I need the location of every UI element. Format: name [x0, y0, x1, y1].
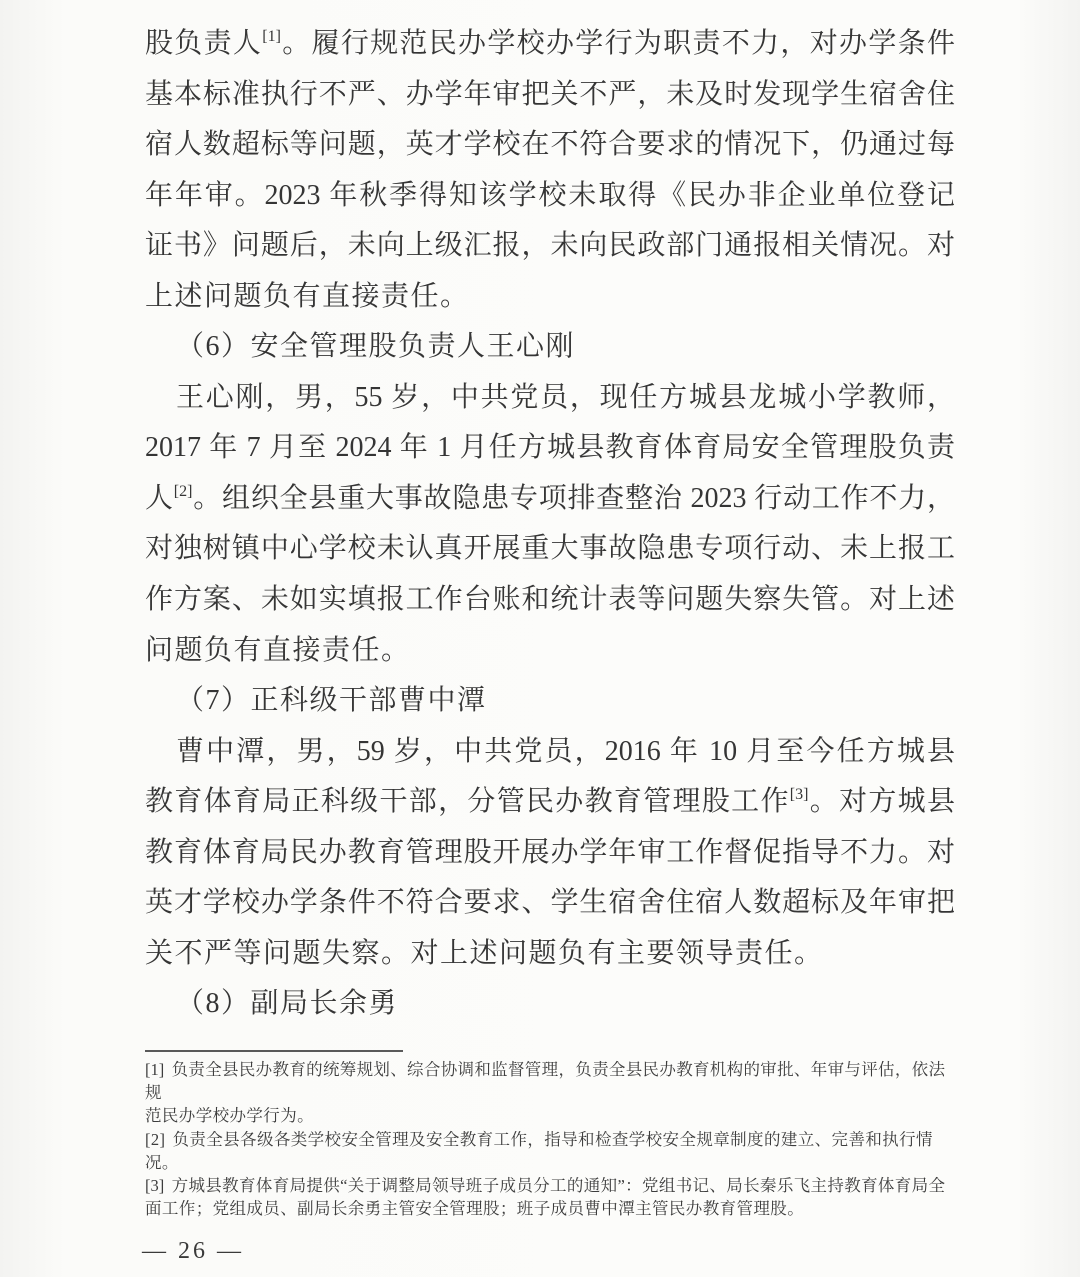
section-heading-line: （8）副局长余勇 — [176, 988, 399, 1020]
document-body — [145, 19, 955, 1030]
body-text-line: 人[2]。组织全县重大事故隐患专项排查整治 2023 行动工作不力， — [145, 482, 955, 514]
body-text-line: 基本标准执行不严、办学年审把关不严，未及时发现学生宿舍住 — [145, 78, 955, 110]
body-text-line: 2017 年 7 月至 2024 年 1 月任方城县教育体育局安全管理股负责 — [145, 432, 955, 464]
body-text-line: 曹中潭，男，59 岁，中共党员，2016 年 10 月至今任方城县 — [176, 735, 955, 767]
body-text-line: 证书》问题后，未向上级汇报，未向民政部门通报相关情况。对 — [145, 230, 955, 262]
body-text-line: 英才学校办学条件不符合要求、学生宿舍住宿人数超标及年审把 — [145, 887, 955, 919]
section-heading-line: （7）正科级干部曹中潭 — [176, 685, 487, 717]
body-text-line: 宿人数超标等问题，英才学校在不符合要求的情况下，仍通过每 — [145, 129, 955, 161]
body-text-line: 作方案、未如实填报工作台账和统计表等问题失察失管。对上述 — [145, 584, 955, 616]
footnote-line: 面工作；党组成员、副局长余勇主管安全管理股；班子成员曹中潭主管民办教育管理股。 — [145, 1199, 805, 1219]
footnote-separator — [145, 1050, 403, 1052]
body-text-line: 关不严等问题失察。对上述问题负有主要领导责任。 — [145, 937, 824, 969]
footnote-line: 范民办学校办学行为。 — [145, 1106, 314, 1126]
body-text-line: 年年审。2023 年秋季得知该学校未取得《民办非企业单位登记 — [145, 179, 955, 211]
footnote-label: [1] — [145, 1060, 165, 1079]
body-text-line: 股负责人[1]。履行规范民办学校办学行为职责不力，对办学条件 — [145, 28, 955, 59]
body-text-line: 王心刚，男，55 岁，中共党员，现任方城县龙城小学教师， — [176, 381, 955, 413]
footnote-ref: [1] — [262, 28, 281, 45]
body-text-line: 教育体育局民办教育管理股开展办学年审工作督促指导不力。对 — [145, 836, 955, 868]
footnote-label: [2] — [145, 1129, 166, 1149]
page-number: — 26 — — [142, 1238, 244, 1264]
body-text-line: 对独树镇中心学校未认真开展重大事故隐患专项行动、未上报工 — [145, 533, 955, 565]
footnote-ref: [2] — [173, 482, 193, 500]
body-text-line: 上述问题负有直接责任。 — [145, 280, 470, 312]
section-heading-line: （6）安全管理股负责人王心刚 — [176, 331, 576, 363]
body-text-line: 问题负有直接责任。 — [145, 634, 411, 666]
footnote-line: [1] 负责全县民办教育的统筹规划、综合协调和监督管理，负责全县民办教育机构的审批、年审与评估，依法规 — [145, 1060, 945, 1103]
footnotes-list — [145, 1058, 945, 1220]
footnote-label: [3] — [145, 1176, 165, 1196]
footnote-ref: [3] — [789, 786, 809, 804]
footnote-line: [2] 负责全县各级各类学校安全管理及安全教育工作，指导和检查学校安全规章制度的建立、完善和执行情况。 — [145, 1129, 933, 1172]
body-text-line: 教育体育局正科级干部，分管民办教育管理股工作[3]。对方城县 — [145, 786, 955, 818]
footnote-line: [3] 方城县教育体育局提供“关于调整局领导班子成员分工的通知”：党组书记、局长秦乐飞主持教育体育局全 — [145, 1176, 945, 1196]
